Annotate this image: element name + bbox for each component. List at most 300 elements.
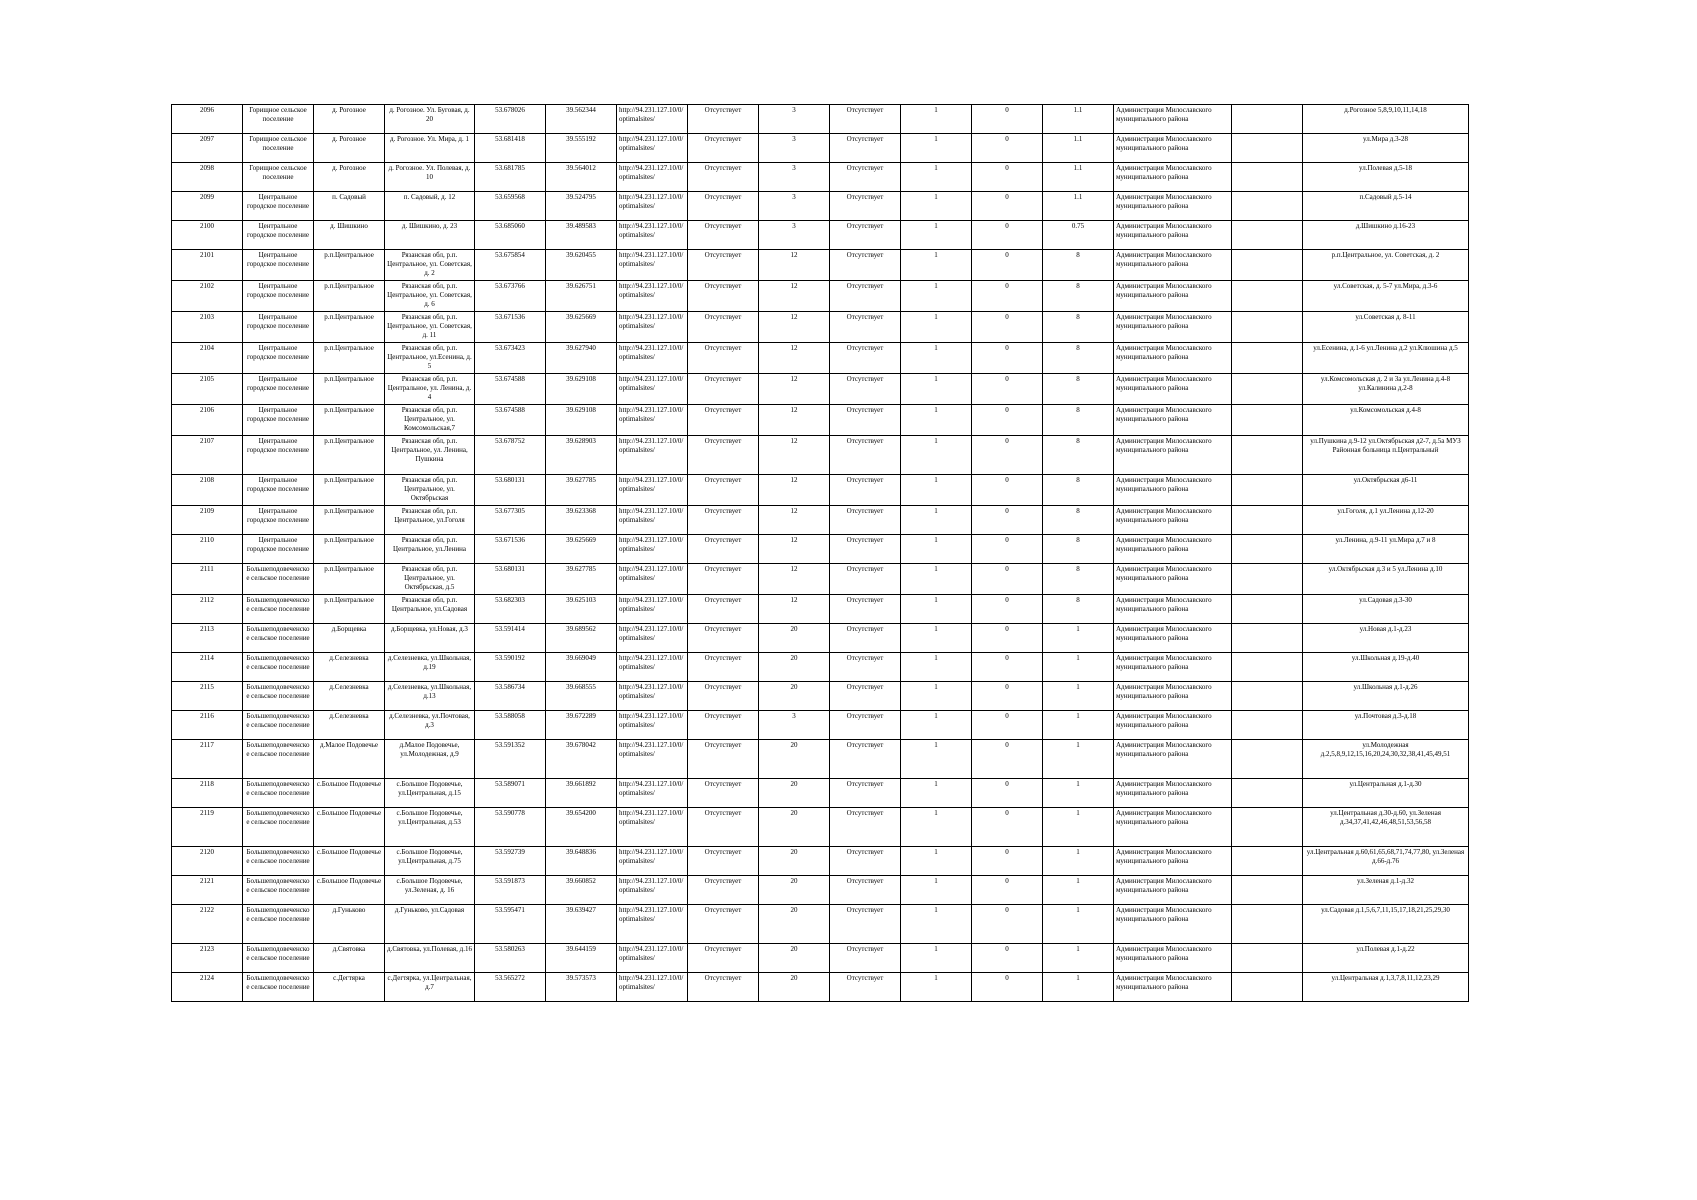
status-cell: Отсутствует [688, 944, 759, 973]
status-2-cell: Отсутствует [830, 506, 901, 535]
locality-cell: с.Большое Подовечье [314, 847, 385, 876]
count-cell: 1 [901, 808, 972, 847]
empty-cell [1232, 405, 1303, 436]
houses-cell: ул.Мира д.3-28 [1303, 134, 1469, 163]
settlement-cell: Большеподовеченское сельское поселение [243, 653, 314, 682]
table-row [172, 343, 1469, 374]
zero-cell: 0 [972, 711, 1043, 740]
volume-cell: 12 [759, 564, 830, 595]
table-row [172, 221, 1469, 250]
houses-cell: ул.Пушкина д.9-12 ул.Октябрьская д2-7, д.5а МУЗ Районная больница п.Центральный [1303, 436, 1469, 475]
zero-cell: 0 [972, 134, 1043, 163]
status-cell: Отсутствует [688, 192, 759, 221]
locality-cell: р.п.Центральное [314, 564, 385, 595]
area-cell: 8 [1043, 250, 1114, 281]
volume-cell: 12 [759, 436, 830, 475]
zero-cell: 0 [972, 847, 1043, 876]
empty-cell [1232, 343, 1303, 374]
area-cell: 1 [1043, 847, 1114, 876]
count-cell: 1 [901, 192, 972, 221]
table-row [172, 847, 1469, 876]
zero-cell: 0 [972, 312, 1043, 343]
zero-cell: 0 [972, 374, 1043, 405]
locality-cell: р.п.Центральное [314, 405, 385, 436]
administration-cell: Администрация Милославского муниципального района [1114, 740, 1232, 779]
empty-cell [1232, 564, 1303, 595]
status-2-cell: Отсутствует [830, 808, 901, 847]
row-number-cell: 2115 [172, 682, 243, 711]
latitude-cell: 53.595471 [475, 905, 546, 944]
settlement-cell: Центральное городское поселение [243, 374, 314, 405]
count-cell: 1 [901, 163, 972, 192]
longitude-cell: 39.629108 [546, 405, 617, 436]
empty-cell [1232, 105, 1303, 134]
zero-cell: 0 [972, 105, 1043, 134]
settlement-cell: Горищное сельское поселение [243, 105, 314, 134]
houses-cell: д.Шишкино д.16-23 [1303, 221, 1469, 250]
zero-cell: 0 [972, 281, 1043, 312]
zero-cell: 0 [972, 535, 1043, 564]
longitude-cell: 39.555192 [546, 134, 617, 163]
administration-cell: Администрация Милославского муниципального района [1114, 475, 1232, 506]
zero-cell: 0 [972, 682, 1043, 711]
count-cell: 1 [901, 221, 972, 250]
count-cell: 1 [901, 405, 972, 436]
empty-cell [1232, 624, 1303, 653]
address-cell: с.Большое Подовечье, ул.Центральная, д.15 [385, 779, 475, 808]
longitude-cell: 39.660852 [546, 876, 617, 905]
zero-cell: 0 [972, 624, 1043, 653]
locality-cell: р.п.Центральное [314, 250, 385, 281]
houses-cell: ул.Центральная д.30-д.60, ул.Зеленая д.34,37,41,42,46,48,51,53,56,58 [1303, 808, 1469, 847]
status-cell: Отсутствует [688, 250, 759, 281]
latitude-cell: 53.685060 [475, 221, 546, 250]
zero-cell: 0 [972, 740, 1043, 779]
status-2-cell: Отсутствует [830, 250, 901, 281]
houses-cell: ул.Полевая д.1-д.22 [1303, 944, 1469, 973]
settlement-cell: Центральное городское поселение [243, 221, 314, 250]
houses-cell: ул.Центральная д.1,3,7,8,11,12,23,29 [1303, 973, 1469, 1002]
status-cell: Отсутствует [688, 374, 759, 405]
empty-cell [1232, 740, 1303, 779]
empty-cell [1232, 779, 1303, 808]
empty-cell [1232, 506, 1303, 535]
locality-cell: д. Шишкино [314, 221, 385, 250]
address-cell: с.Большое Подовечье, ул.Зеленая, д. 16 [385, 876, 475, 905]
volume-cell: 3 [759, 105, 830, 134]
table-row [172, 779, 1469, 808]
zero-cell: 0 [972, 808, 1043, 847]
count-cell: 1 [901, 475, 972, 506]
url-cell: http://94.231.127.10/0/optimalsites/ [617, 343, 688, 374]
volume-cell: 20 [759, 624, 830, 653]
area-cell: 8 [1043, 374, 1114, 405]
latitude-cell: 53.674588 [475, 405, 546, 436]
longitude-cell: 39.689562 [546, 624, 617, 653]
table-row [172, 312, 1469, 343]
area-cell: 1 [1043, 653, 1114, 682]
status-cell: Отсутствует [688, 905, 759, 944]
longitude-cell: 39.562344 [546, 105, 617, 134]
area-cell: 8 [1043, 343, 1114, 374]
area-cell: 1 [1043, 905, 1114, 944]
area-cell: 1 [1043, 973, 1114, 1002]
url-cell: http://94.231.127.10/0/optimalsites/ [617, 134, 688, 163]
count-cell: 1 [901, 105, 972, 134]
longitude-cell: 39.627785 [546, 564, 617, 595]
status-2-cell: Отсутствует [830, 624, 901, 653]
status-2-cell: Отсутствует [830, 905, 901, 944]
status-2-cell: Отсутствует [830, 105, 901, 134]
volume-cell: 20 [759, 944, 830, 973]
empty-cell [1232, 653, 1303, 682]
url-cell: http://94.231.127.10/0/optimalsites/ [617, 740, 688, 779]
longitude-cell: 39.625103 [546, 595, 617, 624]
volume-cell: 20 [759, 973, 830, 1002]
administration-cell: Администрация Милославского муниципального района [1114, 944, 1232, 973]
row-number-cell: 2097 [172, 134, 243, 163]
status-cell: Отсутствует [688, 343, 759, 374]
url-cell: http://94.231.127.10/0/optimalsites/ [617, 653, 688, 682]
table-row [172, 134, 1469, 163]
empty-cell [1232, 374, 1303, 405]
houses-cell: ул.Садовая д.3-30 [1303, 595, 1469, 624]
table-row [172, 250, 1469, 281]
empty-cell [1232, 250, 1303, 281]
table-row [172, 405, 1469, 436]
table-row [172, 163, 1469, 192]
volume-cell: 3 [759, 192, 830, 221]
houses-cell: ул.Советская, д. 5-7 ул.Мира, д.3-6 [1303, 281, 1469, 312]
administration-cell: Администрация Милославского муниципального района [1114, 535, 1232, 564]
latitude-cell: 53.673766 [475, 281, 546, 312]
area-cell: 1 [1043, 624, 1114, 653]
longitude-cell: 39.625669 [546, 535, 617, 564]
administration-cell: Администрация Милославского муниципального района [1114, 653, 1232, 682]
locality-cell: д.Селезневка [314, 682, 385, 711]
area-cell: 1 [1043, 682, 1114, 711]
area-cell: 1 [1043, 711, 1114, 740]
status-2-cell: Отсутствует [830, 944, 901, 973]
administration-cell: Администрация Милославского муниципального района [1114, 808, 1232, 847]
settlement-cell: Центральное городское поселение [243, 343, 314, 374]
table-row [172, 374, 1469, 405]
houses-cell: ул.Центральная д.60,61,65,68,71,74,77,80, ул.Зеленая д.66-д.76 [1303, 847, 1469, 876]
table-row [172, 944, 1469, 973]
status-cell: Отсутствует [688, 535, 759, 564]
settlement-cell: Большеподовеченское сельское поселение [243, 595, 314, 624]
table-row [172, 281, 1469, 312]
status-2-cell: Отсутствует [830, 535, 901, 564]
count-cell: 1 [901, 250, 972, 281]
settlement-cell: Центральное городское поселение [243, 405, 314, 436]
address-cell: Рязанская обл, р.п. Центральное, ул. Ленина, д. 4 [385, 374, 475, 405]
locality-cell: р.п.Центральное [314, 506, 385, 535]
area-cell: 8 [1043, 436, 1114, 475]
count-cell: 1 [901, 973, 972, 1002]
area-cell: 8 [1043, 405, 1114, 436]
houses-cell: п.Садовый д.5-14 [1303, 192, 1469, 221]
status-2-cell: Отсутствует [830, 711, 901, 740]
administration-cell: Администрация Милославского муниципального района [1114, 192, 1232, 221]
settlement-cell: Горищное сельское поселение [243, 163, 314, 192]
longitude-cell: 39.626751 [546, 281, 617, 312]
address-cell: с.Большое Подовечье, ул.Центральная, д.75 [385, 847, 475, 876]
settlement-cell: Центральное городское поселение [243, 192, 314, 221]
longitude-cell: 39.672289 [546, 711, 617, 740]
latitude-cell: 53.675854 [475, 250, 546, 281]
longitude-cell: 39.648836 [546, 847, 617, 876]
longitude-cell: 39.524795 [546, 192, 617, 221]
locality-cell: р.п.Центральное [314, 436, 385, 475]
area-cell: 8 [1043, 475, 1114, 506]
settlement-cell: Большеподовеченское сельское поселение [243, 973, 314, 1002]
houses-cell: р.п.Центральное, ул. Советская, д. 2 [1303, 250, 1469, 281]
url-cell: http://94.231.127.10/0/optimalsites/ [617, 905, 688, 944]
locality-cell: п. Садовый [314, 192, 385, 221]
table-row [172, 535, 1469, 564]
url-cell: http://94.231.127.10/0/optimalsites/ [617, 564, 688, 595]
latitude-cell: 53.680131 [475, 564, 546, 595]
status-cell: Отсутствует [688, 682, 759, 711]
empty-cell [1232, 134, 1303, 163]
zero-cell: 0 [972, 905, 1043, 944]
administration-cell: Администрация Милославского муниципального района [1114, 847, 1232, 876]
status-2-cell: Отсутствует [830, 405, 901, 436]
status-cell: Отсутствует [688, 595, 759, 624]
longitude-cell: 39.620455 [546, 250, 617, 281]
status-cell: Отсутствует [688, 506, 759, 535]
address-cell: д. Рогозное. Ул. Мира, д. 1 [385, 134, 475, 163]
empty-cell [1232, 944, 1303, 973]
url-cell: http://94.231.127.10/0/optimalsites/ [617, 808, 688, 847]
address-cell: Рязанская обл, р.п. Центральное, ул. Советская, д. 11 [385, 312, 475, 343]
latitude-cell: 53.591352 [475, 740, 546, 779]
address-cell: Рязанская обл, р.п. Центральное, ул. Октябрьская, д.5 [385, 564, 475, 595]
status-cell: Отсутствует [688, 163, 759, 192]
table-row [172, 564, 1469, 595]
empty-cell [1232, 192, 1303, 221]
address-cell: д.Селезневка, ул.Почтовая, д.3 [385, 711, 475, 740]
latitude-cell: 53.681785 [475, 163, 546, 192]
status-2-cell: Отсутствует [830, 374, 901, 405]
administration-cell: Администрация Милославского муниципального района [1114, 876, 1232, 905]
address-cell: Рязанская обл, р.п. Центральное, ул.Садовая [385, 595, 475, 624]
longitude-cell: 39.629108 [546, 374, 617, 405]
area-cell: 1.1 [1043, 163, 1114, 192]
empty-cell [1232, 682, 1303, 711]
volume-cell: 12 [759, 343, 830, 374]
houses-cell: ул.Новая д.1-д.23 [1303, 624, 1469, 653]
settlement-cell: Большеподовеченское сельское поселение [243, 624, 314, 653]
table-row [172, 436, 1469, 475]
address-cell: д.Селезневка, ул.Школьная, д.19 [385, 653, 475, 682]
volume-cell: 12 [759, 475, 830, 506]
longitude-cell: 39.623368 [546, 506, 617, 535]
locality-cell: с.Дегтярка [314, 973, 385, 1002]
table-row [172, 876, 1469, 905]
status-cell: Отсутствует [688, 624, 759, 653]
administration-cell: Администрация Милославского муниципального района [1114, 564, 1232, 595]
table-row [172, 682, 1469, 711]
address-cell: д. Шишкино, д. 23 [385, 221, 475, 250]
row-number-cell: 2100 [172, 221, 243, 250]
row-number-cell: 2114 [172, 653, 243, 682]
administration-cell: Администрация Милославского муниципального района [1114, 682, 1232, 711]
status-cell: Отсутствует [688, 779, 759, 808]
zero-cell: 0 [972, 475, 1043, 506]
longitude-cell: 39.628903 [546, 436, 617, 475]
area-cell: 8 [1043, 595, 1114, 624]
houses-cell: ул.Ленина, д.9-11 ул.Мира д.7 и 8 [1303, 535, 1469, 564]
row-number-cell: 2110 [172, 535, 243, 564]
zero-cell: 0 [972, 595, 1043, 624]
empty-cell [1232, 436, 1303, 475]
count-cell: 1 [901, 312, 972, 343]
volume-cell: 20 [759, 808, 830, 847]
settlement-cell: Центральное городское поселение [243, 250, 314, 281]
count-cell: 1 [901, 343, 972, 374]
longitude-cell: 39.654200 [546, 808, 617, 847]
area-cell: 1 [1043, 779, 1114, 808]
table-row [172, 973, 1469, 1002]
latitude-cell: 53.678752 [475, 436, 546, 475]
latitude-cell: 53.674588 [475, 374, 546, 405]
url-cell: http://94.231.127.10/0/optimalsites/ [617, 221, 688, 250]
row-number-cell: 2098 [172, 163, 243, 192]
address-cell: Рязанская обл, р.п. Центральное, ул.Гоголя [385, 506, 475, 535]
url-cell: http://94.231.127.10/0/optimalsites/ [617, 405, 688, 436]
status-2-cell: Отсутствует [830, 436, 901, 475]
status-cell: Отсутствует [688, 740, 759, 779]
row-number-cell: 2117 [172, 740, 243, 779]
url-cell: http://94.231.127.10/0/optimalsites/ [617, 374, 688, 405]
table-row [172, 192, 1469, 221]
row-number-cell: 2101 [172, 250, 243, 281]
volume-cell: 12 [759, 405, 830, 436]
zero-cell: 0 [972, 653, 1043, 682]
volume-cell: 3 [759, 134, 830, 163]
houses-cell: ул.Советская д. 8-11 [1303, 312, 1469, 343]
houses-cell: ул.Есенина, д.1-6 ул.Ленина д.2 ул.Клюшина д.5 [1303, 343, 1469, 374]
latitude-cell: 53.591414 [475, 624, 546, 653]
settlement-cell: Большеподовеченское сельское поселение [243, 740, 314, 779]
url-cell: http://94.231.127.10/0/optimalsites/ [617, 624, 688, 653]
empty-cell [1232, 163, 1303, 192]
status-2-cell: Отсутствует [830, 740, 901, 779]
latitude-cell: 53.659568 [475, 192, 546, 221]
longitude-cell: 39.625669 [546, 312, 617, 343]
administration-cell: Администрация Милославского муниципального района [1114, 595, 1232, 624]
row-number-cell: 2107 [172, 436, 243, 475]
row-number-cell: 2113 [172, 624, 243, 653]
zero-cell: 0 [972, 779, 1043, 808]
status-cell: Отсутствует [688, 105, 759, 134]
count-cell: 1 [901, 624, 972, 653]
url-cell: http://94.231.127.10/0/optimalsites/ [617, 876, 688, 905]
settlement-cell: Большеподовеченское сельское поселение [243, 808, 314, 847]
table-row [172, 105, 1469, 134]
status-2-cell: Отсутствует [830, 973, 901, 1002]
houses-cell: ул.Комсомольская д.4-8 [1303, 405, 1469, 436]
locality-cell: д.Селезневка [314, 711, 385, 740]
status-2-cell: Отсутствует [830, 653, 901, 682]
volume-cell: 3 [759, 221, 830, 250]
count-cell: 1 [901, 595, 972, 624]
longitude-cell: 39.668555 [546, 682, 617, 711]
longitude-cell: 39.661892 [546, 779, 617, 808]
area-cell: 8 [1043, 564, 1114, 595]
locality-cell: р.п.Центральное [314, 374, 385, 405]
locality-cell: с.Большое Подовечье [314, 808, 385, 847]
administration-cell: Администрация Милославского муниципального района [1114, 624, 1232, 653]
houses-cell: ул.Зеленая д.1-д.32 [1303, 876, 1469, 905]
volume-cell: 20 [759, 905, 830, 944]
latitude-cell: 53.671536 [475, 535, 546, 564]
status-cell: Отсутствует [688, 847, 759, 876]
status-2-cell: Отсутствует [830, 779, 901, 808]
area-cell: 1.1 [1043, 192, 1114, 221]
administration-cell: Администрация Милославского муниципального района [1114, 250, 1232, 281]
count-cell: 1 [901, 564, 972, 595]
count-cell: 1 [901, 779, 972, 808]
count-cell: 1 [901, 436, 972, 475]
count-cell: 1 [901, 134, 972, 163]
row-number-cell: 2108 [172, 475, 243, 506]
locality-cell: р.п.Центральное [314, 595, 385, 624]
status-cell: Отсутствует [688, 876, 759, 905]
area-cell: 1.1 [1043, 134, 1114, 163]
locality-cell: р.п.Центральное [314, 281, 385, 312]
locality-cell: д. Рогозное [314, 105, 385, 134]
settlement-cell: Большеподовеченское сельское поселение [243, 564, 314, 595]
longitude-cell: 39.489583 [546, 221, 617, 250]
longitude-cell: 39.627785 [546, 475, 617, 506]
volume-cell: 3 [759, 711, 830, 740]
empty-cell [1232, 711, 1303, 740]
administration-cell: Администрация Милославского муниципального района [1114, 343, 1232, 374]
locality-cell: с.Большое Подовечье [314, 779, 385, 808]
volume-cell: 3 [759, 163, 830, 192]
url-cell: http://94.231.127.10/0/optimalsites/ [617, 682, 688, 711]
status-cell: Отсутствует [688, 312, 759, 343]
administration-cell: Администрация Милославского муниципального района [1114, 221, 1232, 250]
settlement-cell: Большеподовеченское сельское поселение [243, 944, 314, 973]
count-cell: 1 [901, 944, 972, 973]
latitude-cell: 53.680131 [475, 475, 546, 506]
address-cell: с.Дегтярка, ул.Центральная, д.7 [385, 973, 475, 1002]
area-cell: 8 [1043, 535, 1114, 564]
url-cell: http://94.231.127.10/0/optimalsites/ [617, 281, 688, 312]
latitude-cell: 53.580263 [475, 944, 546, 973]
status-cell: Отсутствует [688, 134, 759, 163]
url-cell: http://94.231.127.10/0/optimalsites/ [617, 506, 688, 535]
url-cell: http://94.231.127.10/0/optimalsites/ [617, 163, 688, 192]
row-number-cell: 2118 [172, 779, 243, 808]
area-cell: 8 [1043, 281, 1114, 312]
settlement-cell: Большеподовеченское сельское поселение [243, 682, 314, 711]
empty-cell [1232, 973, 1303, 1002]
area-cell: 0.75 [1043, 221, 1114, 250]
area-cell: 1 [1043, 944, 1114, 973]
status-2-cell: Отсутствует [830, 221, 901, 250]
latitude-cell: 53.586734 [475, 682, 546, 711]
zero-cell: 0 [972, 405, 1043, 436]
zero-cell: 0 [972, 944, 1043, 973]
address-cell: Рязанская обл, р.п. Центральное, ул. Ленина, Пушкина [385, 436, 475, 475]
longitude-cell: 39.669049 [546, 653, 617, 682]
empty-cell [1232, 808, 1303, 847]
